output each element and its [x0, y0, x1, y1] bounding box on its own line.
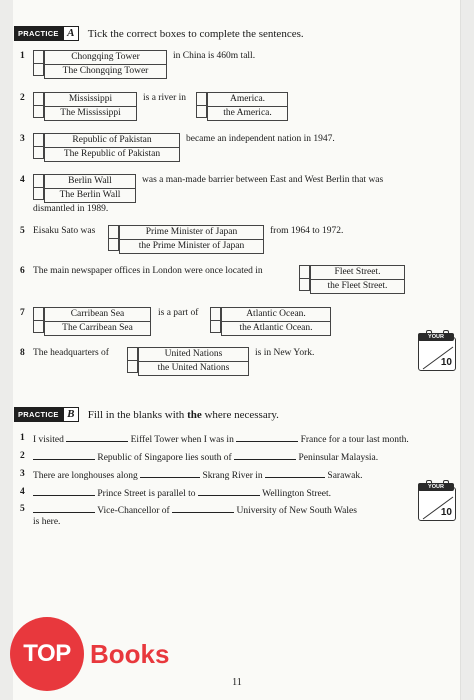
sentence-text: Eisaku Sato was [33, 226, 96, 236]
blank-input[interactable] [33, 503, 95, 513]
option-text: Chongqing Tower [71, 52, 140, 62]
option-text: Atlantic Ocean. [246, 309, 306, 319]
option-group [44, 50, 167, 79]
option-text: The Carribean Sea [45, 321, 150, 335]
option-text: the Atlantic Ocean. [222, 321, 330, 335]
question-number: 5 [20, 226, 25, 236]
blank-input[interactable] [140, 468, 200, 478]
option-text: Mississippi [68, 94, 113, 104]
practice-badge: PRACTICE [14, 26, 63, 41]
option-text: The Berlin Wall [45, 188, 135, 202]
fill-question-5: 5 Vice-Chancellor of University of New South Wales is here. [20, 504, 357, 527]
sentence-text: The headquarters of [33, 348, 109, 358]
blank-input[interactable] [198, 486, 260, 496]
question-3 [20, 133, 460, 161]
tick-box-pair[interactable] [33, 133, 44, 159]
practice-badge: PRACTICE [14, 407, 63, 422]
option-text: The Chongqing Tower [45, 64, 166, 78]
sentence-text: The main newspaper offices in London were once located in [33, 266, 263, 276]
tick-box-pair[interactable] [33, 50, 44, 76]
score-box-a [418, 334, 456, 371]
option-group [310, 265, 405, 294]
sentence-text: became an independent nation in 1947. [186, 134, 335, 144]
option-text: The Mississippi [45, 106, 136, 120]
score-total: 10 [440, 507, 452, 518]
practice-a-instruction: Tick the correct boxes to complete the sentences. [87, 27, 304, 40]
option-text: America. [229, 94, 266, 104]
option-group [44, 307, 151, 336]
page-number: 11 [232, 677, 242, 688]
tick-box-pair[interactable] [196, 92, 207, 118]
question-2 [20, 92, 460, 120]
question-number: 2 [20, 93, 25, 103]
facing-page-edge-right [460, 0, 474, 700]
blank-input[interactable] [172, 503, 234, 513]
blank-input[interactable] [236, 432, 298, 442]
practice-letter: B [63, 407, 79, 422]
sentence-text: is a river in [143, 93, 187, 103]
question-7 [20, 307, 460, 335]
practice-a-header [14, 26, 304, 41]
blank-input[interactable] [234, 450, 296, 460]
sentence-text: is a part of [158, 308, 199, 318]
sentence-text: was a man-made barrier between East and West Berlin that was [142, 175, 384, 185]
option-group [119, 225, 264, 254]
question-6 [20, 265, 460, 293]
option-group [44, 174, 136, 203]
practice-letter: A [63, 26, 79, 41]
score-box-b [418, 484, 456, 521]
score-label: YOUR SCORE [418, 483, 454, 491]
tick-box-pair[interactable] [127, 347, 138, 373]
option-group [138, 347, 249, 376]
option-text: the United Nations [139, 361, 248, 375]
tick-box-pair[interactable] [108, 225, 119, 251]
option-text: the America. [208, 106, 287, 120]
facing-page-edge-left [0, 0, 13, 700]
option-group [207, 92, 288, 121]
question-1 [20, 50, 460, 78]
option-text: The Republic of Pakistan [45, 147, 179, 161]
tick-box-pair[interactable] [210, 307, 221, 333]
blank-input[interactable] [33, 486, 95, 496]
option-group [44, 133, 180, 162]
tick-box-pair[interactable] [33, 92, 44, 118]
question-number: 7 [20, 308, 25, 318]
question-number: 8 [20, 348, 25, 358]
question-8 [20, 347, 460, 375]
option-group [221, 307, 331, 336]
question-number: 3 [20, 134, 25, 144]
logo-circle: TOP [10, 617, 84, 691]
option-text: Fleet Street. [334, 267, 381, 277]
question-number: 6 [20, 266, 25, 276]
sentence-text: in China is 460m tall. [173, 51, 256, 61]
blank-input[interactable] [66, 432, 128, 442]
blank-input[interactable] [265, 468, 325, 478]
question-number: 1 [20, 51, 25, 61]
tick-box-pair[interactable] [299, 265, 310, 291]
practice-b-instruction: Fill in the blanks with the where necessary. [87, 408, 279, 421]
tick-box-pair[interactable] [33, 307, 44, 333]
option-text: Berlin Wall [68, 176, 112, 186]
option-text: the Fleet Street. [311, 279, 404, 293]
logo-word: Books [90, 638, 170, 669]
option-text: the Prime Minister of Japan [120, 239, 263, 253]
sentence-text: dismantled in 1989. [33, 204, 109, 214]
score-total: 10 [440, 357, 452, 368]
question-5 [20, 225, 460, 253]
option-text: Carribean Sea [70, 309, 125, 319]
option-group [44, 92, 137, 121]
blank-input[interactable] [33, 450, 95, 460]
sentence-text: from 1964 to 1972. [270, 226, 344, 236]
practice-b-header [14, 407, 279, 422]
option-text: United Nations [164, 349, 223, 359]
question-4 [20, 174, 460, 216]
question-number: 4 [20, 175, 25, 185]
option-text: Prime Minister of Japan [145, 227, 238, 237]
score-label: YOUR SCORE [418, 333, 454, 341]
sentence-text: is in New York. [255, 348, 315, 358]
option-text: Republic of Pakistan [72, 135, 152, 145]
tick-box-pair[interactable] [33, 174, 44, 200]
